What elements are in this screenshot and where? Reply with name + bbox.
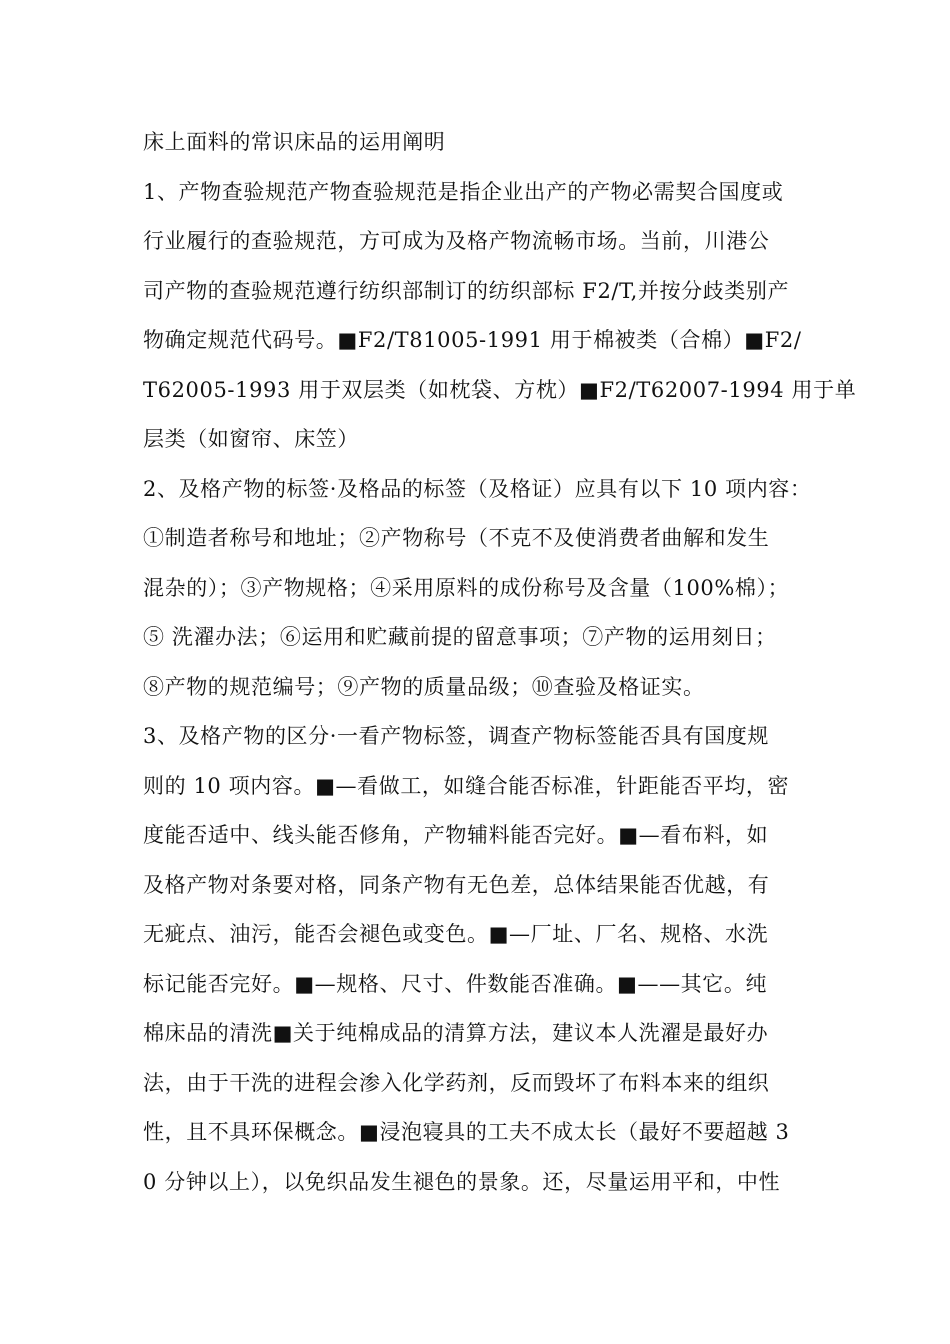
text-line: 0 分钟以上），以免织品发生褪色的景象。还，尽量运用平和，中性 <box>143 1169 781 1194</box>
text-line: 层类（如窗帘、床笠） <box>143 427 359 451</box>
text-line: T62005-1993 用于双层类（如枕袋、方枕）■F2/T62007-1994 用于单 <box>143 377 857 402</box>
body-text <box>143 118 857 1207</box>
text-line: 行业履行的查验规范，方可成为及格产物流畅市场。当前，川港公 <box>143 229 770 253</box>
text-line: 3、及格产物的区分·一看产物标签，调查产物标签能否具有国度规 <box>143 724 770 748</box>
text-line: ⑤ 洗濯办法；⑥运用和贮藏前提的留意事项；⑦产物的运用刻日； <box>143 625 777 649</box>
text-line: 及格产物对条要对格，同条产物有无色差，总体结果能否优越，有 <box>143 872 770 897</box>
text-line: ①制造者称号和地址；②产物称号（不克不及使消费者曲解和发生 <box>143 526 770 550</box>
text-line: 司产物的查验规范遵行纺织部制订的纺织部标 F2/T,并按分歧类别产 <box>143 278 790 303</box>
text-line: 度能否适中、线头能否修角，产物辅料能否完好。■—看布料，如 <box>143 823 769 847</box>
text-line: 标记能否完好。■—规格、尺寸、件数能否准确。■——其它。纯 <box>143 971 768 996</box>
document-title: 床上面料的常识床品的运用阐明 <box>143 130 446 154</box>
text-line: 混杂的）；③产物规格；④采用原料的成份称号及含量（100%棉）； <box>143 575 790 600</box>
text-line: 无疵点、油污，能否会褪色或变色。■—厂址、厂名、规格、水洗 <box>143 922 769 946</box>
text-line: 棉床品的清洗■关于纯棉成品的清算方法，建议本人洗濯是最好办 <box>143 1021 769 1045</box>
text-line: 则的 10 项内容。■—看做工，如缝合能否标准，针距能否平均，密 <box>143 773 790 798</box>
text-line: 性，且不具环保概念。■浸泡寝具的工夫不成太长（最好不要超越 3 <box>143 1120 790 1144</box>
text-line: 1、产物查验规范产物查验规范是指企业出产的产物必需契合国度或 <box>143 179 784 204</box>
text-line: 法，由于干洗的进程会渗入化学药剂，反而毁坏了布料本来的组织 <box>143 1070 770 1095</box>
text-line: ⑧产物的规范编号；⑨产物的质量品级；⑩查验及格证实。 <box>143 674 705 699</box>
text-line: 2、及格产物的标签·及格品的标签（及格证）应具有以下 10 项内容： <box>143 476 812 501</box>
text-line: 物确定规范代码号。■F2/T81005-1991 用于棉被类（合棉）■F2/ <box>143 328 802 352</box>
